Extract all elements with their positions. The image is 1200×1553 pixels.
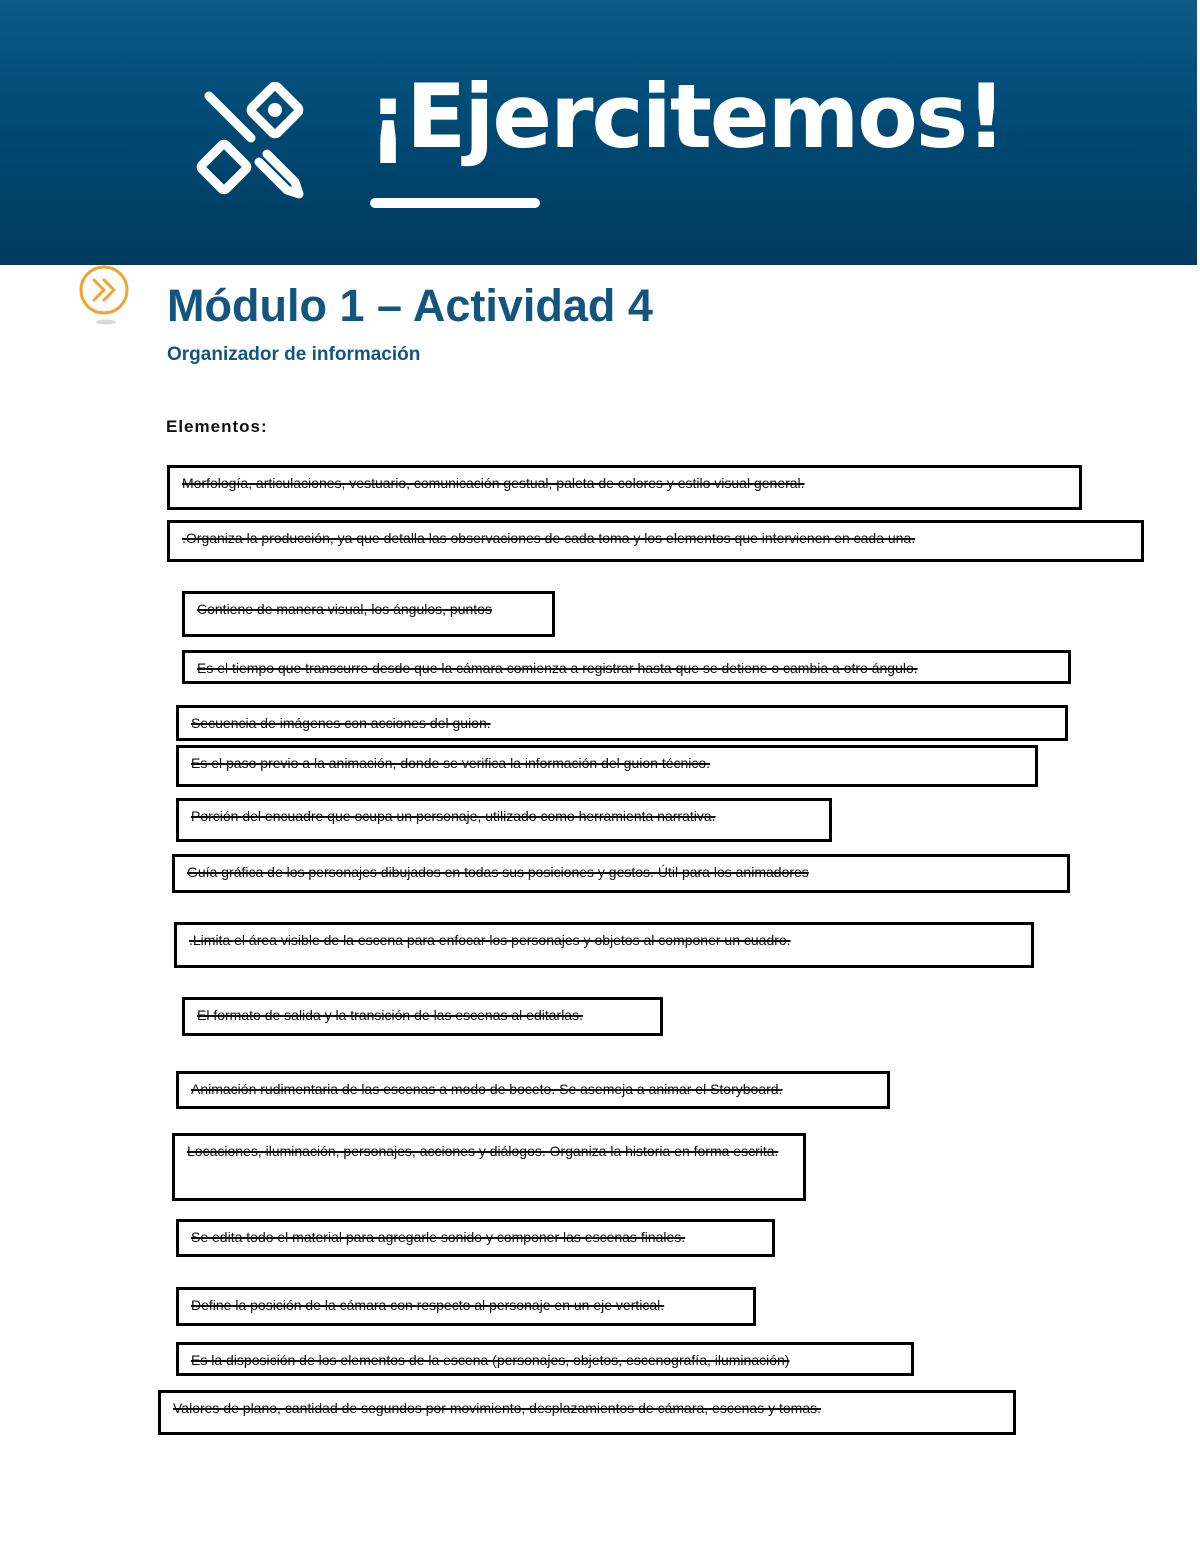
element-box <box>182 650 1071 684</box>
element-box <box>176 1071 890 1109</box>
element-box <box>182 997 663 1036</box>
element-box <box>176 705 1068 741</box>
element-text: Morfología, articulaciones, vestuario, comunicación gestual, paleta de colores y estilo visual general. <box>182 475 805 491</box>
element-box <box>172 854 1070 893</box>
element-box <box>176 798 832 842</box>
element-text: El formato de salida y la transición de las escenas al editarlas. <box>197 1007 583 1023</box>
elements-label: Elementos: <box>166 417 268 436</box>
element-text: Es la disposición de los elementos de la escena (personajes, objetos, escenografía, iluminación) <box>191 1352 790 1368</box>
element-text: Secuencia de imágenes con acciones del guion. <box>191 715 491 731</box>
element-box <box>172 1133 806 1201</box>
header-banner <box>0 0 1197 265</box>
double-chevron-circle-icon <box>78 264 134 330</box>
element-text: Se edita todo el material para agregarle sonido y componer las escenas finales. <box>191 1229 686 1245</box>
element-text: .Limita el área visible de la escena para enfocar los personajes y objetos al componer un cuadro. <box>189 932 791 948</box>
element-text: Define la posición de la cámara con respecto al personaje en un eje vertical. <box>191 1297 665 1313</box>
element-box <box>174 922 1034 968</box>
element-box <box>167 520 1144 562</box>
element-box <box>176 745 1038 787</box>
page-subtitle: Organizador de información <box>167 344 421 365</box>
banner-title: ¡Ejercitemos! <box>368 65 1005 168</box>
element-text: Guía gráfica de los personajes dibujados en todas sus posiciones y gestos. Útil para los animadores <box>187 864 809 880</box>
element-text: Valores de plano, cantidad de segundos por movimiento, desplazamientos de cámara, escenas y tomas. <box>173 1400 821 1416</box>
page-title: Módulo 1 – Actividad 4 <box>167 280 653 331</box>
element-text: Es el paso previo a la animación, donde se verifica la información del guion técnico. <box>191 755 711 771</box>
element-text: Animación rudimentaria de las escenas a modo de boceto. Se asemeja a animar el Storyboard. <box>191 1081 783 1097</box>
element-box <box>176 1342 914 1376</box>
element-text: Contiene de manera visual, los ángulos, puntos <box>197 601 492 617</box>
banner-underline <box>370 198 540 208</box>
element-box <box>176 1219 775 1257</box>
pencil-ruler-tools-icon <box>195 82 315 202</box>
element-text: Es el tiempo que transcurre desde que la cámara comienza a registrar hasta que se detiene o cambia a otro ángulo. <box>197 660 918 676</box>
element-box <box>158 1390 1016 1435</box>
element-box <box>182 591 555 637</box>
element-box <box>167 465 1082 510</box>
element-text: Porción del encuadre que ocupa un personaje, utilizado como herramienta narrativa. <box>191 808 716 824</box>
element-text: .Organiza la producción, ya que detalla las observaciones de cada toma y los elementos que intervienen en cada una. <box>182 530 916 546</box>
element-text: Locaciones, iluminación, personajes, acciones y diálogos. Organiza la historia en forma escrita. <box>187 1143 779 1159</box>
element-box <box>176 1287 756 1326</box>
